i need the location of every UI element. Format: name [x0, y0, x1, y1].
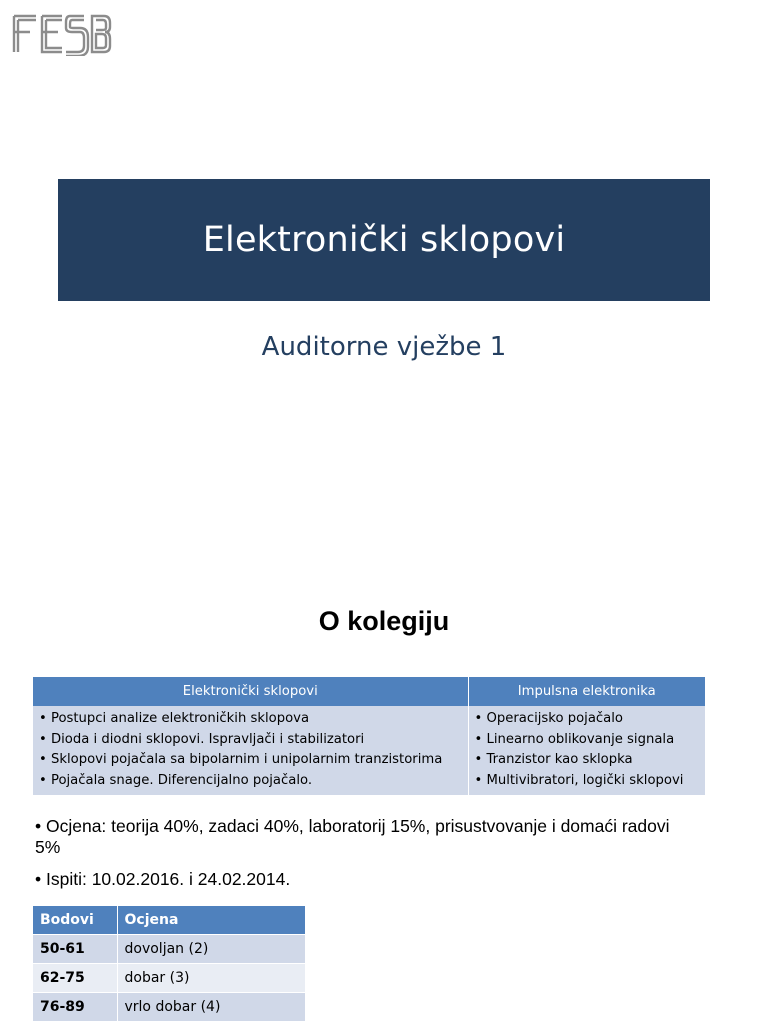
grade-label: vrlo dobar (4) [117, 993, 305, 1022]
score-table-header-row [33, 906, 305, 935]
course-table-header: Impulsna elektronika [468, 677, 705, 706]
score-table-header: Bodovi [33, 906, 117, 935]
table-row [33, 993, 305, 1022]
score-range: 62-75 [33, 964, 117, 993]
score-range: 76-89 [33, 993, 117, 1022]
fesb-logo [10, 10, 112, 56]
list-item: • Linearno oblikovanje signala [474, 731, 675, 747]
list-item: • Tranzistor kao sklopka [474, 752, 633, 767]
list-item: • Dioda i diodni sklopovi. Ispravljači i stabilizatori [39, 731, 365, 747]
slide-subtitle: Auditorne vježbe 1 [261, 332, 507, 362]
title-banner [58, 179, 710, 301]
score-table [33, 906, 305, 1021]
grade-label: dobar (3) [117, 964, 305, 993]
list-item: • Pojačala snage. Diferencijalno pojačalo. [39, 772, 313, 788]
section-title: O kolegiju [318, 606, 450, 636]
table-row [33, 964, 305, 993]
course-table-header-row [33, 677, 705, 706]
grade-label: dovoljan (2) [117, 935, 305, 964]
slide-title: Elektronički sklopovi [202, 220, 566, 260]
course-table [33, 677, 705, 795]
table-row [33, 935, 305, 964]
list-item: • Operacijsko pojačalo [474, 711, 623, 726]
score-range: 50-61 [33, 935, 117, 964]
score-table-header: Ocjena [117, 906, 305, 935]
exams-text: • Ispiti: 10.02.2016. i 24.02.2014. [35, 869, 291, 889]
course-table-cell-electronic-circuits [33, 706, 468, 795]
course-table-header: Elektronički sklopovi [33, 677, 468, 706]
list-item: • Sklopovi pojačala sa bipolarnim i unipolarnim tranzistorima [39, 752, 443, 767]
course-table-row [33, 706, 705, 795]
fesb-logo-graphic [10, 10, 112, 56]
course-table-cell-pulse-electronics [468, 706, 705, 795]
grading-text: • Ocjena: teorija 40%, zadaci 40%, laboratorij 15%, prisustvovanje i domaći radovi 5% [35, 816, 670, 857]
list-item: • Multivibratori, logički sklopovi [474, 772, 684, 788]
list-item: • Postupci analize elektroničkih sklopova [39, 711, 310, 726]
